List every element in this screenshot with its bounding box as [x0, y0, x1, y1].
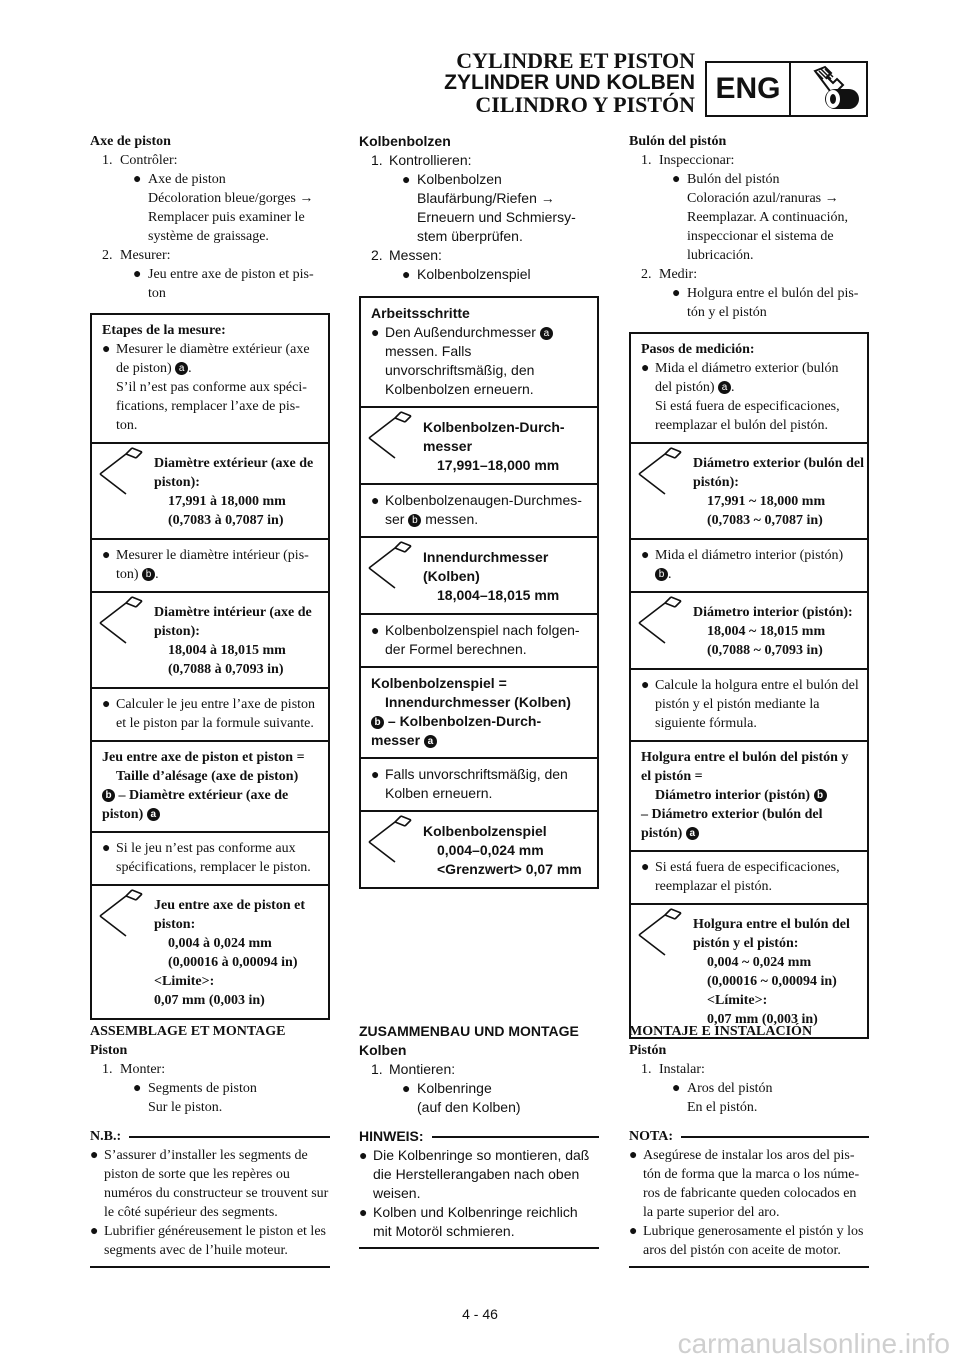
bullet-icon: ● [133, 1081, 142, 1096]
bullet-icon: ● [371, 622, 380, 638]
step: 1. Instalar: [641, 1062, 705, 1077]
header-titles [444, 50, 695, 116]
section-title: ZUSAMMENBAU UND MONTAGE [359, 1023, 579, 1039]
spec-value: (0,7088 à 0,7093 in) [168, 662, 284, 677]
bullet-icon: ● [102, 342, 111, 357]
bullet-item: ● Kolbenbolzenspiel [402, 266, 531, 282]
bullet-item: ● Jeu entre axe de piston et pis-ton [133, 267, 314, 301]
section-title: Bulón del pistón [629, 134, 727, 149]
bullet-icon: ● [641, 361, 650, 376]
wrench-spec-icon [92, 886, 154, 1018]
spec-section [631, 442, 867, 538]
measurement-box [629, 332, 869, 1039]
marker-a-icon: a [686, 827, 699, 840]
title-german: ZYLINDER UND KOLBEN [444, 71, 695, 94]
divider [359, 1247, 599, 1249]
bullet-icon: ● [133, 267, 142, 282]
bullet-item: ● Kolbenringe [402, 1080, 492, 1096]
bullet-text: Blaufärbung/Riefen → [417, 190, 555, 206]
spec-section [361, 406, 597, 483]
section-title: ASSEMBLAGE ET MONTAGE [90, 1024, 286, 1039]
spec-section [361, 810, 597, 887]
bullet-icon: ● [371, 766, 380, 782]
marker-b-icon: b [102, 789, 115, 802]
measurement-box [359, 296, 599, 889]
section-subtitle: Piston [90, 1043, 128, 1058]
bullet-icon: ● [672, 286, 681, 301]
eng-label: ENG [715, 72, 781, 105]
wrench-spec-icon [92, 444, 154, 538]
page-number: 4 - 46 [462, 1306, 498, 1322]
wrench-spec-icon [631, 905, 693, 1037]
marker-a-icon: a [424, 735, 437, 748]
bullet-text: Reemplazar. A continuación, inspeccionar el sistema de lubricación. [687, 210, 848, 263]
note-item: ● Asegúrese de instalar los aros del pis-tón de forma que la marca o los núme-ros de fabricante queden colocados en la parte superior del aro. [629, 1148, 860, 1220]
spec-label: Diámetro interior (pistón): [693, 605, 853, 620]
bullet-icon: ● [371, 324, 380, 340]
bullet-text: Remplacer puis examiner le système de graissage. [148, 210, 305, 244]
box-text: messen. Falls unvorschriftsmäßig, den Kolbenbolzen erneuern. [385, 343, 535, 397]
formula-section: Jeu entre axe de piston et piston = Taille d’alésage (axe de piston) b – Diamètre extérieur (axe de piston) a [92, 740, 328, 831]
spec-section [631, 591, 867, 668]
bullet-item: ● Bulón del pistón [672, 172, 780, 187]
bullet-icon: ● [402, 171, 411, 187]
title-french: CYLINDRE ET PISTON [456, 48, 695, 73]
marker-b-icon: b [142, 568, 155, 581]
spec-section [92, 442, 328, 538]
formula-line: Jeu entre axe de piston et piston = [102, 750, 305, 765]
spec-value: 17,991 à 18,000 mm [168, 494, 286, 509]
note-item: ● Lubrique generosamente el pistón y los aros del pistón con aceite de motor. [629, 1224, 864, 1258]
marker-b-icon: b [655, 568, 668, 581]
marker-b-icon: b [371, 716, 384, 729]
wrench-spec-icon [361, 538, 423, 613]
bullet-icon: ● [402, 1080, 411, 1096]
spec-value: 18,004–18,015 mm [437, 587, 560, 603]
box-bullet: ● Mesurer le diamètre extérieur (axe de piston) a . [102, 342, 310, 376]
spec-label: Diámetro exterior (bulón del pistón): [693, 456, 864, 490]
spec-value: 0,004 à 0,024 mm [168, 936, 272, 951]
spec-label: Diamètre extérieur (axe de piston): [154, 456, 314, 490]
step: 2. Messen: [371, 247, 442, 263]
marker-a-icon: a [540, 327, 553, 340]
bullet-icon: ● [102, 841, 111, 856]
bullet-icon: ● [359, 1147, 368, 1163]
box-bullet-section: ● Calcule la holgura entre el bulón del pistón y el pistón mediante la siguiente fórmula. [631, 668, 867, 740]
bullet-item: ● Segments de piston [133, 1081, 257, 1096]
title-spanish: CILINDRO Y PISTÓN [475, 92, 695, 117]
spec-limit-value: 0,07 mm (0,003 in) [154, 993, 265, 1008]
spec-section [361, 536, 597, 613]
box-bullet-section: ● Falls unvorschriftsmäßig, den Kolben erneuern. [361, 757, 597, 810]
step: 2. Medir: [641, 267, 698, 282]
note-item: ● Die Kolbenringe so montieren, daß die Herstellerangaben nach oben weisen. [359, 1147, 590, 1201]
box-heading-section [92, 315, 328, 442]
section-title: Kolbenbolzen [359, 133, 451, 149]
note-heading: NOTA: [629, 1127, 869, 1146]
note-item: ● S’assurer d’installer les segments de piston de sorte que les repères ou numéros du constructeur se trouvent sur le côté supérieur des segments. [90, 1148, 329, 1220]
spec-value: 18,004 à 18,015 mm [168, 643, 286, 658]
spec-value: (0,7083 ~ 0,7087 in) [707, 513, 823, 528]
section-subtitle: Pistón [629, 1043, 667, 1058]
spec-label: Kolbenbolzenspiel [423, 823, 547, 839]
spec-value: 17,991–18,000 mm [437, 457, 560, 473]
bullet-text: Sur le piston. [148, 1100, 223, 1115]
bullet-icon: ● [102, 548, 111, 563]
formula-section: Kolbenbolzenspiel = Innendurchmesser (Kolben) b – Kolbenbolzen-Durch-messer a [361, 666, 597, 757]
assembly-spanish [629, 1022, 869, 1268]
section-title: MONTAJE E INSTALACIÓN [629, 1024, 813, 1039]
column-german [359, 132, 599, 889]
box-bullet-section: ● Si le jeu n’est pas conforme aux spécifications, remplacer le piston. [92, 831, 328, 884]
column-spanish [629, 132, 869, 1039]
divider [90, 1266, 330, 1268]
bullet-item: ● Axe de piston [133, 172, 226, 187]
bullet-icon: ● [402, 266, 411, 282]
bullet-icon: ● [90, 1224, 99, 1239]
box-bullet-section: ● Calculer le jeu entre l’axe de piston et le piston par la formule suivante. [92, 687, 328, 740]
column-french [90, 132, 330, 1020]
step: 1. Contrôler: [102, 153, 178, 168]
watermark: carmanualsonline.info [677, 1328, 950, 1359]
bullet-icon: ● [641, 548, 650, 563]
spec-value: (0,7088 ~ 0,7093 in) [707, 643, 823, 658]
bullet-icon: ● [641, 860, 650, 875]
spec-label: Holgura entre el bulón del pistón y el pistón: [693, 917, 850, 951]
marker-b-icon: b [408, 514, 421, 527]
spec-limit-label: <Limite>: [154, 974, 215, 989]
spec-label: Kolbenbolzen-Durch-messer [423, 419, 565, 454]
measurement-box [90, 313, 330, 1020]
page-header [0, 0, 960, 130]
bullet-icon: ● [102, 697, 111, 712]
box-heading: Pasos de medición: [641, 342, 755, 357]
spec-label: Jeu entre axe de piston et piston: [154, 898, 305, 932]
wrench-icon [797, 65, 863, 113]
spec-section [92, 884, 328, 1018]
step: 1. Inspeccionar: [641, 153, 735, 168]
box-bullet-section: ● Kolbenbolzenaugen-Durchmes-ser b messen. [361, 483, 597, 536]
bullet-icon: ● [90, 1148, 99, 1163]
formula-line: Holgura entre el bulón del pistón y el pistón = [641, 750, 849, 784]
spec-limit-value: 0,07 mm (0,003 in) [707, 1012, 818, 1027]
spec-label: Diamètre intérieur (axe de piston): [154, 605, 312, 639]
note-heading: HINWEIS: [359, 1127, 599, 1146]
badge-divider [789, 63, 791, 115]
bullet-icon: ● [672, 1081, 681, 1096]
step: 1. Kontrollieren: [371, 152, 472, 168]
bullet-text: Coloración azul/ranuras → [687, 191, 839, 206]
bullet-icon: ● [672, 172, 681, 187]
section-title: Axe de piston [90, 134, 171, 149]
bullet-icon: ● [359, 1204, 368, 1220]
note-item: ● Lubrifier généreusement le piston et les segments avec de l’huile moteur. [90, 1224, 326, 1258]
wrench-spec-icon [631, 444, 693, 538]
marker-b-icon: b [814, 789, 827, 802]
bullet-icon: ● [371, 492, 380, 508]
wrench-spec-icon [361, 408, 423, 483]
assembly-french [90, 1022, 330, 1268]
bullet-text: Décoloration bleue/gorges → [148, 191, 314, 206]
step: 1. Monter: [102, 1062, 166, 1077]
spec-section [92, 591, 328, 687]
bullet-icon: ● [641, 678, 650, 693]
bullet-icon: ● [133, 172, 142, 187]
spec-value: (0,7083 à 0,7087 in) [168, 513, 284, 528]
box-bullet-section: ● Mesurer le diamètre intérieur (pis-ton) b . [92, 538, 328, 591]
marker-a-icon: a [147, 808, 160, 821]
assembly-german [359, 1022, 599, 1249]
bullet-text: Erneuern und Schmiersy-stem überprüfen. [417, 209, 576, 244]
formula-line: Innendurchmesser (Kolben) [385, 694, 571, 710]
box-heading: Arbeitsschritte [371, 305, 470, 321]
bullet-text: En el pistón. [687, 1100, 758, 1115]
box-heading: Etapes de la mesure: [102, 323, 226, 338]
formula-line: Taille d’alésage (axe de piston) [116, 769, 299, 784]
bullet-icon: ● [629, 1224, 638, 1239]
box-heading-section: Pasos de medición: ● Mida el diámetro exterior (bulón del pistón) a . Si está fuera de especificaciones, reemplazar el bulón del pistón. [631, 334, 867, 442]
formula-section: Holgura entre el bulón del pistón y el pistón = Diámetro interior (pistón) b – Diámetro exterior (bulón del pistón) a [631, 740, 867, 850]
marker-a-icon: a [718, 381, 731, 394]
note-heading: N.B.: [90, 1127, 330, 1146]
bullet-icon: ● [629, 1148, 638, 1163]
bullet-item: ● Kolbenbolzen [402, 171, 502, 187]
wrench-spec-icon [92, 593, 154, 687]
step: 1. Montieren: [371, 1061, 456, 1077]
spec-label: Innendurchmesser (Kolben) [423, 549, 549, 584]
spec-limit-label: <Límite>: [707, 993, 768, 1008]
spec-value: 0,004 ~ 0,024 mm [707, 955, 812, 970]
spec-value: 18,004 ~ 18,015 mm [707, 624, 826, 639]
spec-limit: <Grenzwert> 0,07 mm [437, 861, 582, 877]
wrench-spec-icon [361, 812, 423, 887]
step: 2. Mesurer: [102, 248, 171, 263]
bullet-item: ● Holgura entre el bulón del pis-tón y el pistón [672, 286, 859, 320]
box-text: S’il n’est pas conforme aux spéci-fications, remplacer l’axe de pis-ton. [116, 380, 307, 433]
divider [629, 1266, 869, 1268]
bullet-text: (auf den Kolben) [417, 1099, 521, 1115]
spec-value: (0,00016 ~ 0,00094 in) [707, 974, 837, 989]
box-bullet-section: ● Si está fuera de especificaciones, reemplazar el pistón. [631, 850, 867, 903]
formula-line: Kolbenbolzenspiel = [371, 675, 507, 691]
spec-value: (0,00016 à 0,00094 in) [168, 955, 298, 970]
spec-value: 0,004–0,024 mm [437, 842, 544, 858]
spec-value: 17,991 ~ 18,000 mm [707, 494, 826, 509]
spec-section [631, 903, 867, 1037]
eng-badge [705, 61, 868, 117]
wrench-spec-icon [631, 593, 693, 668]
box-bullet-section: ● Mida el diámetro interior (pistón) b . [631, 538, 867, 591]
box-heading-section: Arbeitsschritte ● Den Außendurchmesser a messen. Falls unvorschriftsmäßig, den Kolbenbolzen erneuern. [361, 298, 597, 406]
box-text: Si está fuera de especificaciones, reemplazar el bulón del pistón. [655, 399, 840, 433]
marker-a-icon: a [175, 362, 188, 375]
bullet-item: ● Aros del pistón [672, 1081, 773, 1096]
note-item: ● Kolben und Kolbenringe reichlich mit Motoröl schmieren. [359, 1204, 578, 1239]
box-bullet-section: ● Kolbenbolzenspiel nach folgen-der Formel berechnen. [361, 613, 597, 666]
section-subtitle: Kolben [359, 1042, 407, 1058]
